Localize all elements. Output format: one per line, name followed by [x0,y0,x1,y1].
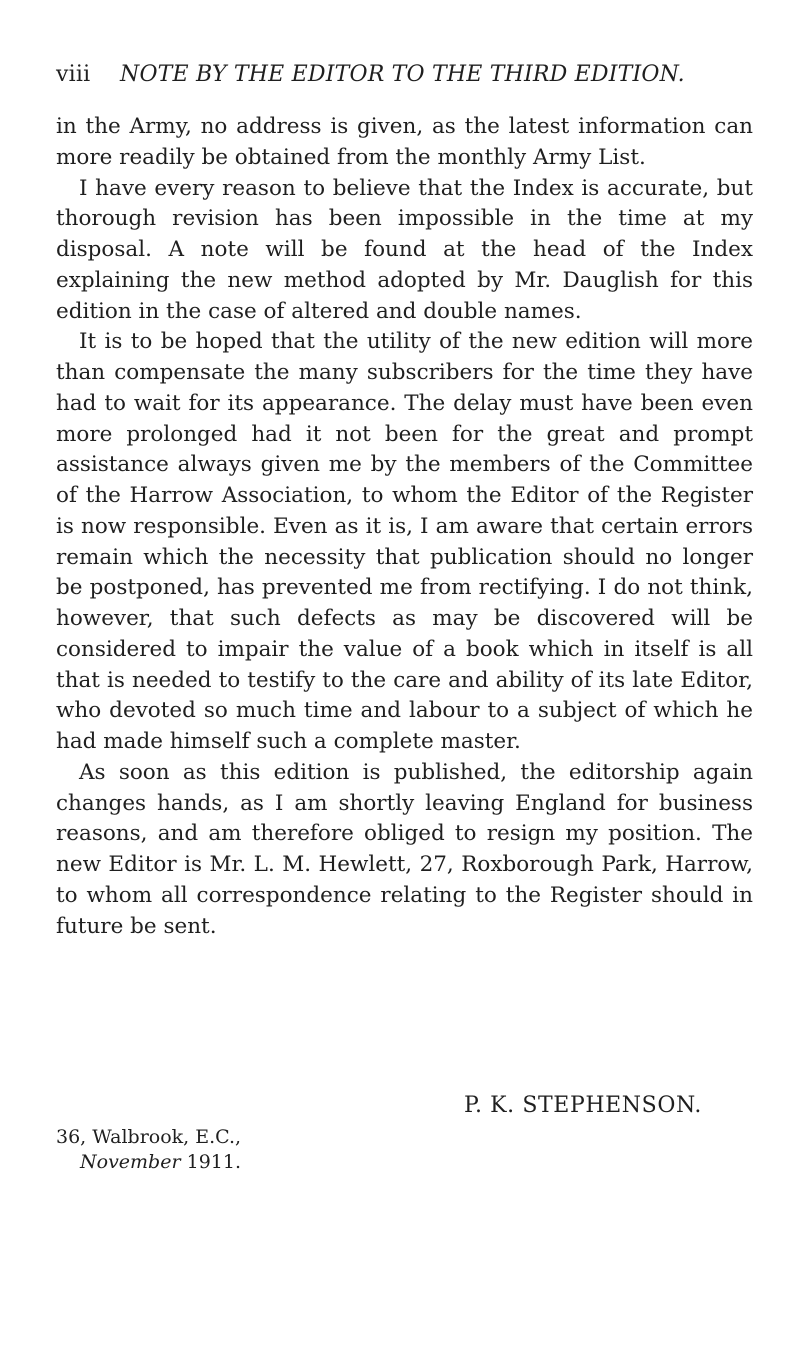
editor-note-text [56,112,753,942]
signature-date [80,1150,241,1174]
page-number: viii [56,62,91,87]
running-title: NOTE BY THE EDITOR TO THE THIRD EDITION. [120,62,685,87]
paragraph-editorship-change: As soon as this edition is published, the editorship again changes hands, as I am shortly leaving England for business reasons, and am therefore obliged to resign my position. The new Editor is Mr. L. M. Hewlett, 27, Roxborough Park, Harrow, to whom all correspondence relating to the Register should in future be sent. [56,759,753,939]
editor-signature: P. K. STEPHENSON. [464,1093,702,1118]
paragraph-index-accuracy: I have every reason to believe that the Index is accurate, but thorough revision has been impossible in the time at my disposal. A note will be found at the head of the Index explaining the new method adopted by Mr. Dauglish for this edition in the case of altered and double names. [56,175,753,324]
signature-address: 36, Walbrook, E.C., [56,1126,242,1148]
paragraph-continuation: in the Army, no address is given, as the latest information can more readily be obtained from the monthly Army List. [56,114,753,170]
paragraph-utility-and-delay: It is to be hoped that the utility of the new edition will more than compensate the many subscribers for the time they have had to wait for its appearance. The delay must have been even more prolonged had it not been for the great and prompt assistance always given me by the members of the Committee of the Harrow Association, to whom the Editor of the Register is now responsible. Even as it is, I am aware that certain errors remain which the necessity that publication should no longer be postponed, has prevented me from rectifying. I do not think, however, that such defects as may be discovered will be considered to impair the value of a book which in itself is all that is needed to testify to the care and ability of its late Editor, who devoted so much time and labour to a subject of which he had made himself such a complete master. [56,329,753,754]
page-header [56,61,756,89]
signature-month: November [80,1151,181,1173]
signature-year: 1911. [186,1151,242,1173]
